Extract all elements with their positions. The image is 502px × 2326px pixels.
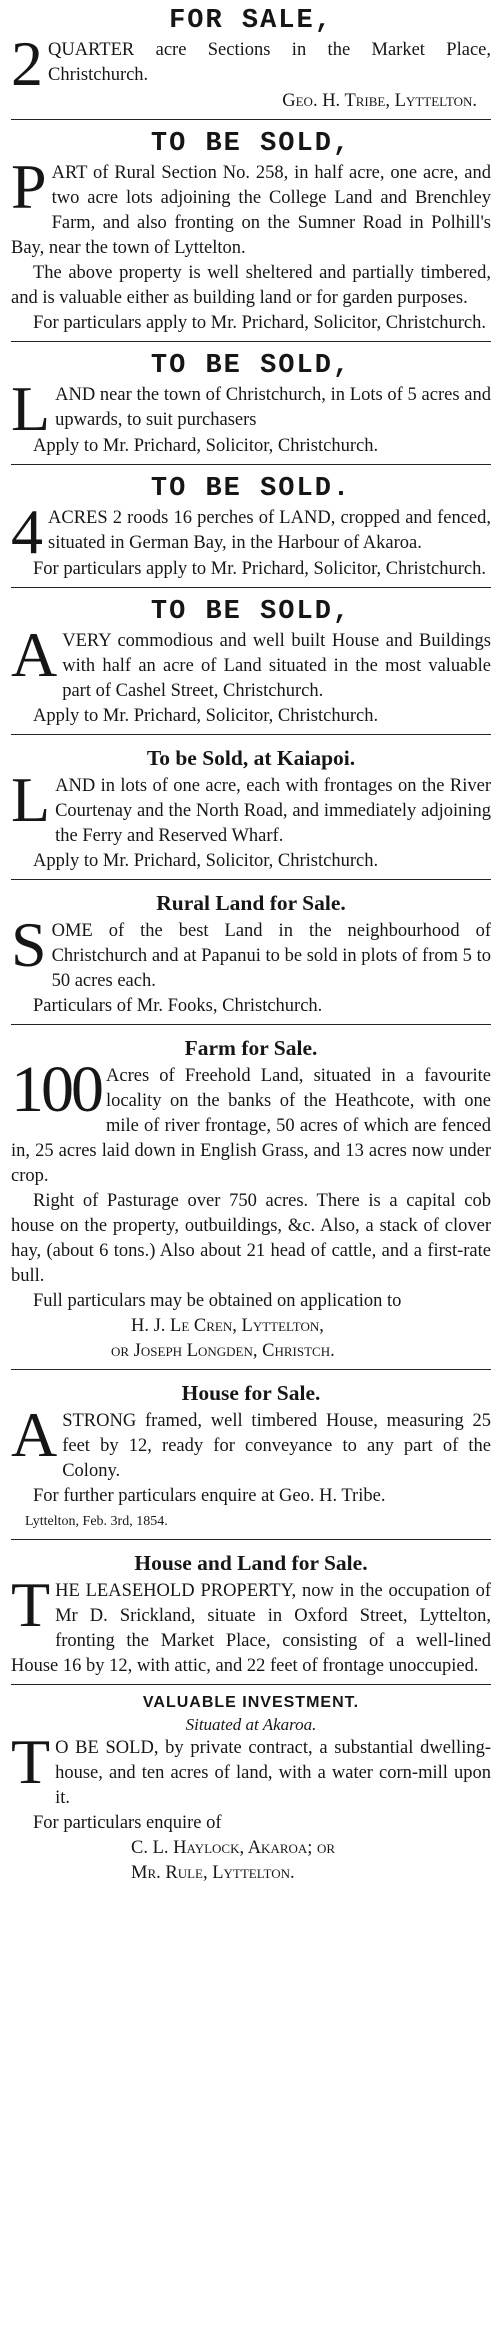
ad-signature: H. J. Le Cren, Lyttelton,	[131, 1316, 324, 1336]
ad-rural-section-258	[11, 127, 491, 336]
ad-kaiapoi-land	[11, 742, 491, 874]
ad-dateline: Lyttelton, Feb. 3rd, 1854.	[25, 1514, 168, 1529]
ad-paragraph: For particulars apply to Mr. Prichard, Solicitor, Christchurch.	[33, 313, 486, 333]
ad-cashel-street-house	[11, 595, 491, 729]
drop-cap: 4	[11, 496, 43, 567]
drop-cap: L	[11, 373, 51, 444]
ad-body: HE LEASEHOLD PROPERTY, now in the occupation of Mr D. Srickland, situate in Oxford Street, Lyttelton, fronting the Market Place, consisting of a well-lined House 16 by 12, with attic, and 22 feet of frontage unoccupied.	[11, 1581, 491, 1676]
ad-heading: Farm for Sale.	[184, 1036, 318, 1060]
ad-body: OME of the best Land in the neighbourhood of Christchurch and at Papanui to be sold in plots of from 5 to 50 acres each.	[51, 921, 491, 991]
divider	[11, 1024, 491, 1025]
divider	[11, 1369, 491, 1370]
divider	[11, 341, 491, 342]
ad-heading: House for Sale.	[181, 1381, 321, 1405]
divider	[11, 1539, 491, 1540]
ad-body: AND in lots of one acre, each with frontages on the River Courtenay and the North Road, and immediately adjoining the Ferry and Reserved Wharf.	[55, 776, 491, 846]
ad-heading: To be Sold, at Kaiapoi.	[146, 746, 356, 770]
drop-cap: 2	[11, 28, 43, 99]
drop-cap: T	[11, 1569, 51, 1640]
ad-signature: C. L. Haylock, Akaroa; or	[131, 1838, 336, 1858]
ad-signature-2: or Joseph Longden, Christch.	[111, 1341, 335, 1361]
ad-body: VERY commodious and well built House and Buildings with half an acre of Land situated in the most valuable part of Cashel Street, Christchurch.	[62, 631, 491, 701]
ad-land-near-christchurch	[11, 349, 491, 459]
drop-cap: A	[11, 619, 58, 690]
ad-body: STRONG framed, well timbered House, measuring 25 feet by 12, ready for conveyance to any part of the Colony.	[62, 1411, 491, 1481]
ad-heading: TO BE SOLD,	[150, 351, 352, 381]
ad-paragraph: Full particulars may be obtained on application to	[33, 1291, 402, 1311]
ad-signature-2: Mr. Rule, Lyttelton.	[131, 1863, 295, 1883]
ad-paragraph: Apply to Mr. Prichard, Solicitor, Christchurch.	[33, 851, 379, 871]
ad-body: O BE SOLD, by private contract, a substantial dwelling-house, and ten acres of land, with a water corn-mill upon it.	[55, 1738, 491, 1808]
ad-paragraph: For further particulars enquire at Geo. H. Tribe.	[33, 1486, 386, 1506]
drop-cap: L	[11, 764, 51, 835]
ad-body: AND near the town of Christchurch, in Lots of 5 acres and upwards, to suit purchasers	[55, 385, 491, 430]
ad-subheading: Situated at Akaroa.	[185, 1715, 317, 1734]
ad-house-for-sale	[11, 1377, 491, 1534]
ad-heading: FOR SALE,	[169, 6, 333, 36]
divider	[11, 119, 491, 120]
ad-paragraph: The above property is well sheltered and partially timbered, and is valuable either as building land or for garden purposes.	[11, 263, 491, 308]
drop-cap: 100	[11, 1053, 101, 1126]
divider	[11, 464, 491, 465]
ad-paragraph: For particulars apply to Mr. Prichard, Solicitor, Christchurch.	[33, 559, 486, 579]
ad-signature: Geo. H. Tribe, Lyttelton.	[282, 91, 477, 111]
ad-german-bay-land	[11, 472, 491, 582]
ad-heading: Rural Land for Sale.	[156, 891, 346, 915]
divider	[11, 1684, 491, 1685]
ad-heading: TO BE SOLD.	[150, 474, 352, 504]
ad-rural-land	[11, 887, 491, 1019]
ad-paragraph: Apply to Mr. Prichard, Solicitor, Christchurch.	[33, 436, 379, 456]
ad-paragraph: Particulars of Mr. Fooks, Christchurch.	[33, 996, 323, 1016]
ad-house-and-land	[11, 1547, 491, 1679]
ad-paragraph: Right of Pasturage over 750 acres. There is a capital cob house on the property, outbuildings, &c. Also, a stack of clover hay, (about 6 tons.) Also about 21 head of cattle, and a first-rate bull.	[11, 1191, 491, 1286]
drop-cap: S	[11, 909, 47, 980]
divider	[11, 879, 491, 880]
ad-farm-for-sale	[11, 1032, 491, 1364]
ad-heading: TO BE SOLD,	[150, 129, 352, 159]
ad-paragraph: For particulars enquire of	[33, 1813, 222, 1833]
ad-heading: VALUABLE INVESTMENT.	[142, 1694, 360, 1711]
ad-body: ACRES 2 roods 16 perches of LAND, cropped and fenced, situated in German Bay, in the Harbour of Akaroa.	[48, 508, 491, 553]
divider	[11, 734, 491, 735]
ad-heading: House and Land for Sale.	[134, 1551, 368, 1575]
drop-cap: A	[11, 1399, 58, 1470]
ad-body: ART of Rural Section No. 258, in half acre, one acre, and two acre lots adjoining the College Land and Brenchley Farm, and also fronting on the Sumner Road in Polhill's Bay, near the town of Lyttelton.	[11, 163, 491, 258]
drop-cap: P	[11, 151, 47, 222]
ad-valuable-investment	[11, 1692, 491, 1886]
divider	[11, 587, 491, 588]
ad-body: QUARTER acre Sections in the Market Place, Christchurch.	[48, 40, 491, 85]
ad-paragraph: Apply to Mr. Prichard, Solicitor, Christchurch.	[33, 706, 379, 726]
ad-for-sale-market-place	[11, 4, 491, 114]
ad-heading: TO BE SOLD,	[150, 597, 352, 627]
drop-cap: T	[11, 1726, 51, 1797]
ad-body: Acres of Freehold Land, situated in a favourite locality on the banks of the Heathcote, with one mile of river frontage, 50 acres of which are fenced in, 25 acres laid down in English Grass, and 13 acres now under crop.	[11, 1066, 491, 1186]
